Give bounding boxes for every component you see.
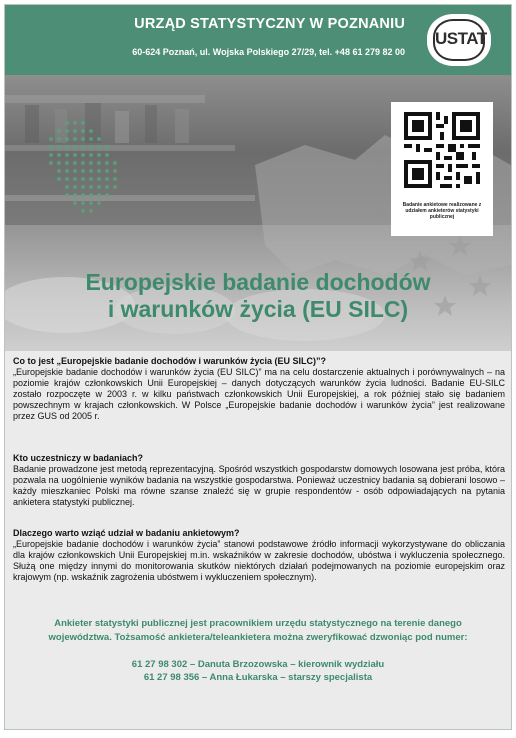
survey-title-line-2: i warunków życia (EU SILC) — [107, 296, 409, 322]
section-body: „Europejskie badanie dochodów i warunków życia” stanowi podstawowe źródło informacji wykorzystywane do obliczania dla krajów członkowskich Unii Europejskiej m.in. wskaźników w zakresie dochodów, ubóstwa i wykluczenia społecznego. Służą one między innymi do monitorowania skutków niektórych działań podejmowanych na poziomie europejskim oraz krajowym (np. wskaźnik zagrożenia ubóstwem i wykluczeniem społecznym). — [13, 539, 505, 582]
section-body: Badanie prowadzone jest metodą reprezentacyjną. Spośród wszystkich gospodarstw domowych losowana jest próba, która pozwala na uogólnienie wyników badania na wszystkie gospodarstwa. Ponieważ uczestnicy badania są dobierani losowo – każdy mieszkaniec Polski ma równe szanse znaleźć się w grupie respondentów - osób odpowiadających na pytania ankietera statystyki publicznej. — [13, 464, 505, 507]
header-banner — [5, 5, 511, 75]
section-heading: Co to jest „Europejskie badanie dochodów i warunków życia (EU SILC)”? — [13, 356, 327, 366]
section-body: „Europejskie badanie dochodów i warunków życia (EU SILC)” ma na celu dostarczenie aktualnych i porównywalnych – na poziomie krajów członkowskich Unii Europejskiej – danych dotyczących warunków życia ludności. Badanie EU-SILC zostało rozpoczęte w 2003 r. w kilku państwach członkowskich Unii Europejskiej, a rok później stało się badaniem powszechnym w krajach członkowskich. W Polsce „Europejskie badanie dochodów i warunków życia” jest realizowane przez GUS od 2005 r. — [13, 367, 505, 421]
contact-list — [15, 658, 501, 684]
section-what-is — [13, 355, 505, 422]
logo-frame — [433, 19, 485, 61]
section-why-participate — [13, 527, 505, 583]
verification-footer — [15, 617, 501, 684]
section-heading: Dlaczego warto wziąć udział w badaniu ankietowym? — [13, 528, 240, 538]
qr-code-card — [391, 102, 493, 236]
survey-title-line-1: Europejskie badanie dochodów — [85, 269, 431, 295]
verification-note-line-1: Ankieter statystyki publicznej jest pracownikiem urzędu statystycznego na terenie danego — [54, 618, 462, 629]
logo-text: USTAT — [435, 29, 487, 48]
qr-caption: Badanie ankietowe realizowane z udziałem ankieterów statystyki publicznej — [402, 202, 482, 220]
qr-code-icon — [404, 112, 480, 188]
verification-note — [15, 617, 501, 645]
contact-phone-brzozowska[interactable]: 61 27 98 302 – Danuta Brzozowska – kierownik wydziału — [131, 659, 385, 670]
flyer-page — [4, 4, 512, 730]
office-address: 60-624 Poznań, ul. Wojska Polskiego 27/29, tel. +48 61 279 82 00 — [132, 47, 405, 57]
section-heading: Kto uczestniczy w badaniach? — [13, 453, 144, 463]
contact-phone-lukarska[interactable]: 61 27 98 356 – Anna Łukarska – starszy specjalista — [143, 672, 373, 683]
verification-note-line-2: województwa. Tożsamość ankietera/teleankietera można zweryfikować dzwoniąc pod numer: — [48, 632, 468, 643]
ustat-logo — [427, 14, 491, 66]
survey-title — [5, 269, 511, 323]
section-who-participates — [13, 452, 505, 508]
hero-banner — [5, 75, 511, 351]
office-name: URZĄD STATYSTYCZNY W POZNANIU — [134, 16, 405, 32]
